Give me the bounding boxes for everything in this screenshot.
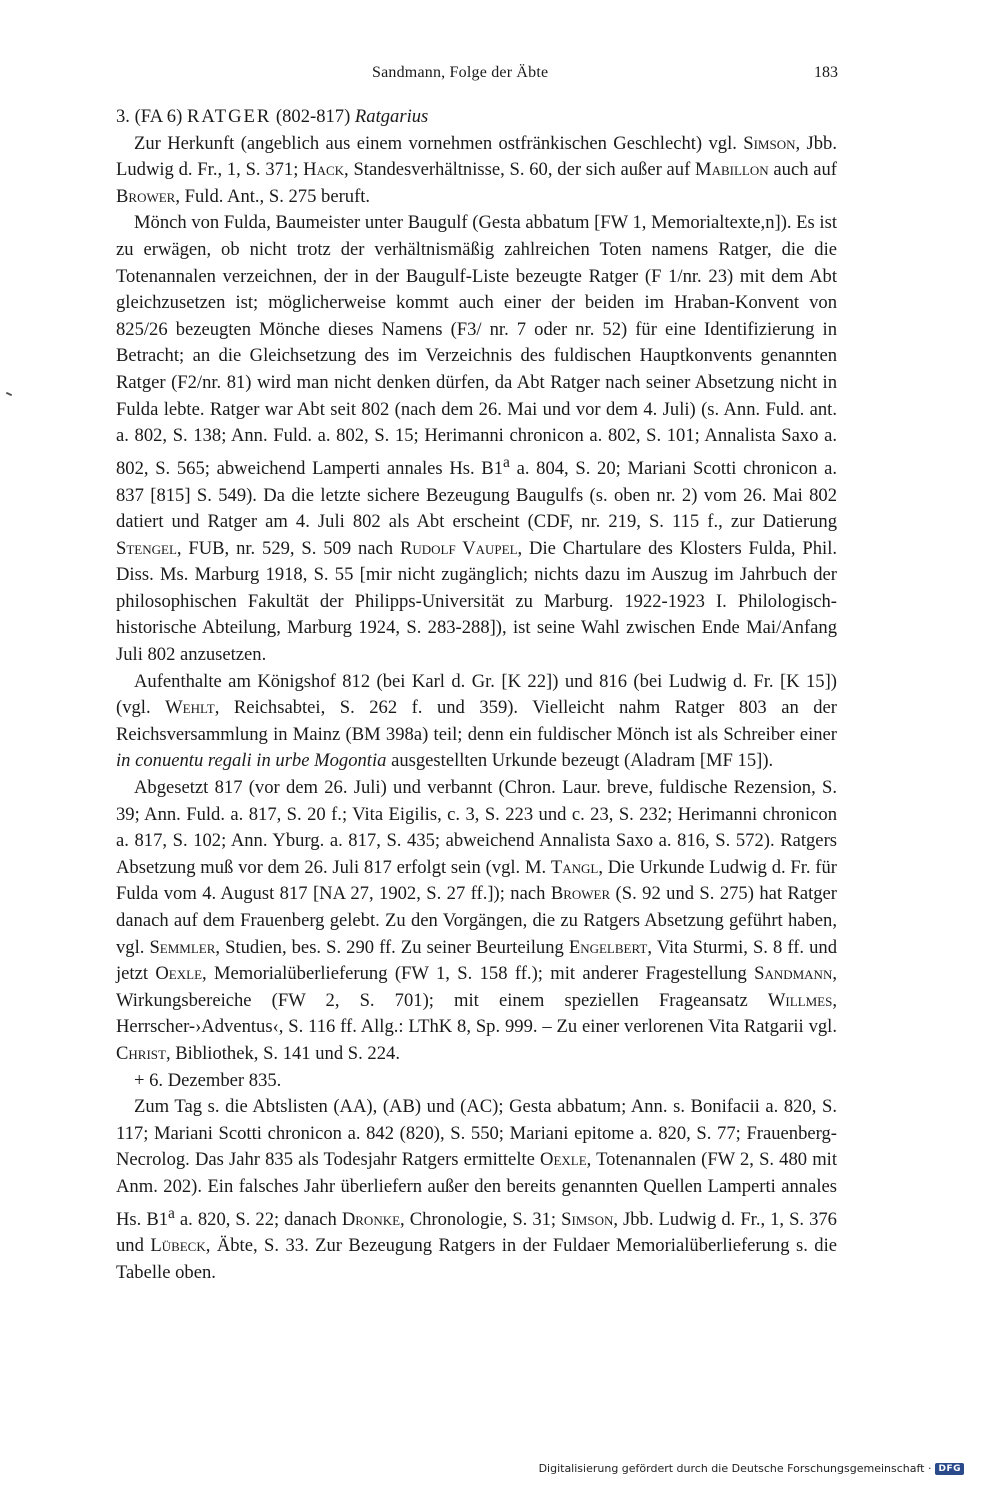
text-run: Aufenthalte am Königshof 812 (bei Karl d. Gr. [K 22]) und 816 (bei Ludwig d. Fr. [K 15]) (vgl. <box>116 670 837 719</box>
author-name: Semmler <box>149 936 216 958</box>
author-name: Lübeck <box>150 1235 206 1257</box>
text-run: a. 820, S. 22; danach <box>174 1208 342 1230</box>
text-run: , Wirkungsbereiche (FW 2, S. 701); mit einem speziellen Frageansatz <box>116 963 837 1011</box>
text-run: Zur Herkunft (angeblich aus einem vornehmen ostfränkischen Geschlecht) vgl. <box>134 132 744 154</box>
dfg-logo: DFG <box>935 1463 964 1475</box>
body-text <box>116 104 837 1287</box>
author-name: Simson <box>743 132 796 154</box>
text-run: , Memorialüberlieferung (FW 1, S. 158 ff.); mit anderer Fragestellung <box>202 963 755 985</box>
text-run: , Bibliothek, S. 141 und S. 224. <box>165 1042 400 1064</box>
author-name: Brower <box>116 185 176 207</box>
text-run: , Chronologie, S. 31; <box>400 1208 562 1230</box>
paragraph-stays <box>116 669 837 775</box>
author-name: Christ <box>116 1042 166 1064</box>
text-run: , Die Urkunde Ludwig d. Fr. für Fulda vom 4. August 817 [NA 27, 1902, S. 27 ff.]); nach <box>116 856 837 905</box>
author-name: Tangl <box>550 856 599 878</box>
digitization-credit <box>539 1462 964 1475</box>
author-name: Engelbert <box>568 936 648 958</box>
text-run: , Fuld. Ant., S. 275 beruft. <box>175 185 371 207</box>
scan-artifact-mark <box>6 392 12 396</box>
text-run: , Reichsabtei, S. 262 f. und 359). Vielleicht nahm Ratger 803 an der Reichsversammlung in Mainz (BM 398a) teil; denn ein fuldischer Mönch ist als Schreiber einer <box>116 697 838 745</box>
superscript: a <box>503 453 510 471</box>
heading-dates: (802-817) <box>271 106 355 127</box>
latin-quote: in conuentu regali in urbe Mogontia <box>116 750 387 772</box>
text-run: , Vita Sturmi, S. 8 ff. und jetzt <box>116 936 837 985</box>
superscript: a <box>168 1204 175 1222</box>
author-name: Willmes <box>767 989 833 1011</box>
text-run: a. 804, S. 20; Mariani Scotti chronicon a. 837 [815] S. 549). Da die letzte sichere Bezeugung Baugulfs (s. oben nr. 2) vom 26. Mai 802 datiert und Ratger am 4. Juli 802 als Abt erscheint (CDF, nr. 219, S. 115 f., zur Datierung <box>116 457 837 533</box>
author-name: Oexle <box>540 1149 587 1171</box>
text-run: , FUB, nr. 529, S. 509 nach <box>176 537 400 559</box>
text-run: , Studien, bes. S. 290 ff. Zu seiner Beurteilung <box>215 936 569 958</box>
page-number: 183 <box>814 64 838 81</box>
running-head: Sandmann, Folge der Äbte <box>372 64 549 81</box>
heading-name: RATGER <box>186 106 272 127</box>
text-run: Zum Tag s. die Abtslisten (AA), (AB) und (AC); Gesta abbatum; Ann. s. Bonifacii a. 820, S. 117; Mariani Scotti chronicon a. 842 (820), S. 550; Mariani epitome a. 820, S. 77; Frauenberg-Necrolog. Das Jahr 835 als Todesjahr Ratgers ermittelte <box>116 1096 837 1171</box>
text-run: auch auf <box>768 159 838 181</box>
heading-latin-name: Ratgarius <box>354 106 429 127</box>
text-run: , Die Chartulare des Klosters Fulda, Phil. Diss. Ms. Marburg 1918, S. 55 [mir nicht zugänglich; nichts dazu im Auszug im Jahrbuch der philosophischen Fakultät der Philipps-Universität zu Marburg. 1922-1923 I. Philologisch-historische Abteilung, Marburg 1924, S. 283-288]), ist seine Wahl zwischen Ende Mai/Anfang Juli 802 anzusetzen. <box>116 537 838 666</box>
text-run: Mönch von Fulda, Baumeister unter Baugulf (Gesta abbatum [FW 1, Memorialtexte,n]). Es ist zu erwägen, ob nicht trotz der verhältnismäßig zahlreichen Toten namens Ratger, die die Totenannalen verzeichnen, der in der Baugulf-Liste bezeugte Ratger (F 1/nr. 23) mit dem Abt gleichzusetzen ist; möglicherweise kommt auch einer der beiden im Hraban-Konvent von 825/26 bezeugten Mönche dieses Namens (F3/ nr. 7 oder nr. 52) für eine Identifizierung in Betracht; an die Gleichsetzung des im Verzeichnis des fuldischen Hauptkonvents genannten Ratger (F2/nr. 81) wird man nicht denken dürfen, da Abt Ratger nach seiner Absetzung nicht in Fulda lebte. Ratger war Abt seit 802 (nach dem 26. Mai und vor dem 4. Juli) (s. Ann. Fuld. ant. a. 802, S. 138; Ann. Fuld. a. 802, S. 15; Herimanni chronicon a. 802, S. 101; Annalista Saxo a. 802, S. 565; abweichend Lamperti annales Hs. B1 <box>116 212 837 479</box>
author-name: Oexle <box>155 963 203 985</box>
text-run: , Standesverhältnisse, S. 60, der sich außer auf <box>344 159 696 181</box>
text-run: , Herrscher-›Adventus‹, S. 116 ff. Allg.: LThK 8, Sp. 999. – Zu einer verlorenen Vita Ratgarii vgl. <box>116 989 837 1038</box>
text-run: , Jbb. Ludwig d. Fr., 1, S. 376 und <box>116 1208 837 1257</box>
text-run: Abgesetzt 817 (vor dem 26. Juli) und verbannt (Chron. Laur. breve, fuldische Rezension, S. 39; Ann. Fuld. a. 817, S. 20 f.; Vita Eigilis, c. 3, S. 223 und c. 23, S. 232; Herimanni chronicon a. 817, S. 102; Ann. Yburg. a. 817, S. 435; abweichend Annalista Saxo a. 816, S. 572). Ratgers Absetzung muß vor dem 26. Juli 817 erfolgt sein (vgl. M. <box>116 777 837 878</box>
author-name: Simson <box>561 1208 614 1230</box>
paragraph-origin <box>116 131 837 211</box>
text-run: , Äbte, S. 33. Zur Bezeugung Ratgers in der Fuldaer Memorialüberlieferung s. die Tabelle oben. <box>116 1235 837 1283</box>
author-name: Mabillon <box>695 159 769 181</box>
section-heading <box>116 104 837 131</box>
text-run: , Jbb. Ludwig d. Fr., 1, S. 371; <box>116 132 837 181</box>
author-name: Dronke <box>341 1208 401 1230</box>
text-run: + 6. Dezember 835. <box>134 1069 282 1091</box>
text-run: ausgestellten Urkunde bezeugt (Aladram [MF 15]). <box>386 750 774 772</box>
paragraph-death-date <box>116 1068 837 1095</box>
author-name: Brower <box>550 883 611 905</box>
author-name: Sandmann <box>754 963 833 985</box>
paragraph-monk <box>116 210 837 668</box>
paragraph-deposed <box>116 775 837 1068</box>
text-run: (S. 92 und S. 275) hat Ratger danach auf dem Frauenberg gelebt. Zu den Vorgängen, die zu Ratgers Absetzung geführt haben, vgl. <box>116 883 837 958</box>
author-name: Hack <box>303 159 345 181</box>
text-run: , Totenannalen (FW 2, S. 480 mit Anm. 202). Ein falsches Jahr überliefern außer den bereits genannten Quellen Lamperti annales Hs. B1 <box>116 1149 837 1230</box>
credit-text: Digitalisierung gefördert durch die Deutsche Forschungsgemeinschaft · <box>538 1462 932 1475</box>
paragraph-death-sources <box>116 1094 837 1286</box>
author-name: Rudolf Vaupel <box>399 537 518 559</box>
heading-prefix: 3. (FA 6) <box>116 106 187 127</box>
author-name: Stengel <box>116 537 177 559</box>
author-name: Wehlt <box>165 697 215 719</box>
